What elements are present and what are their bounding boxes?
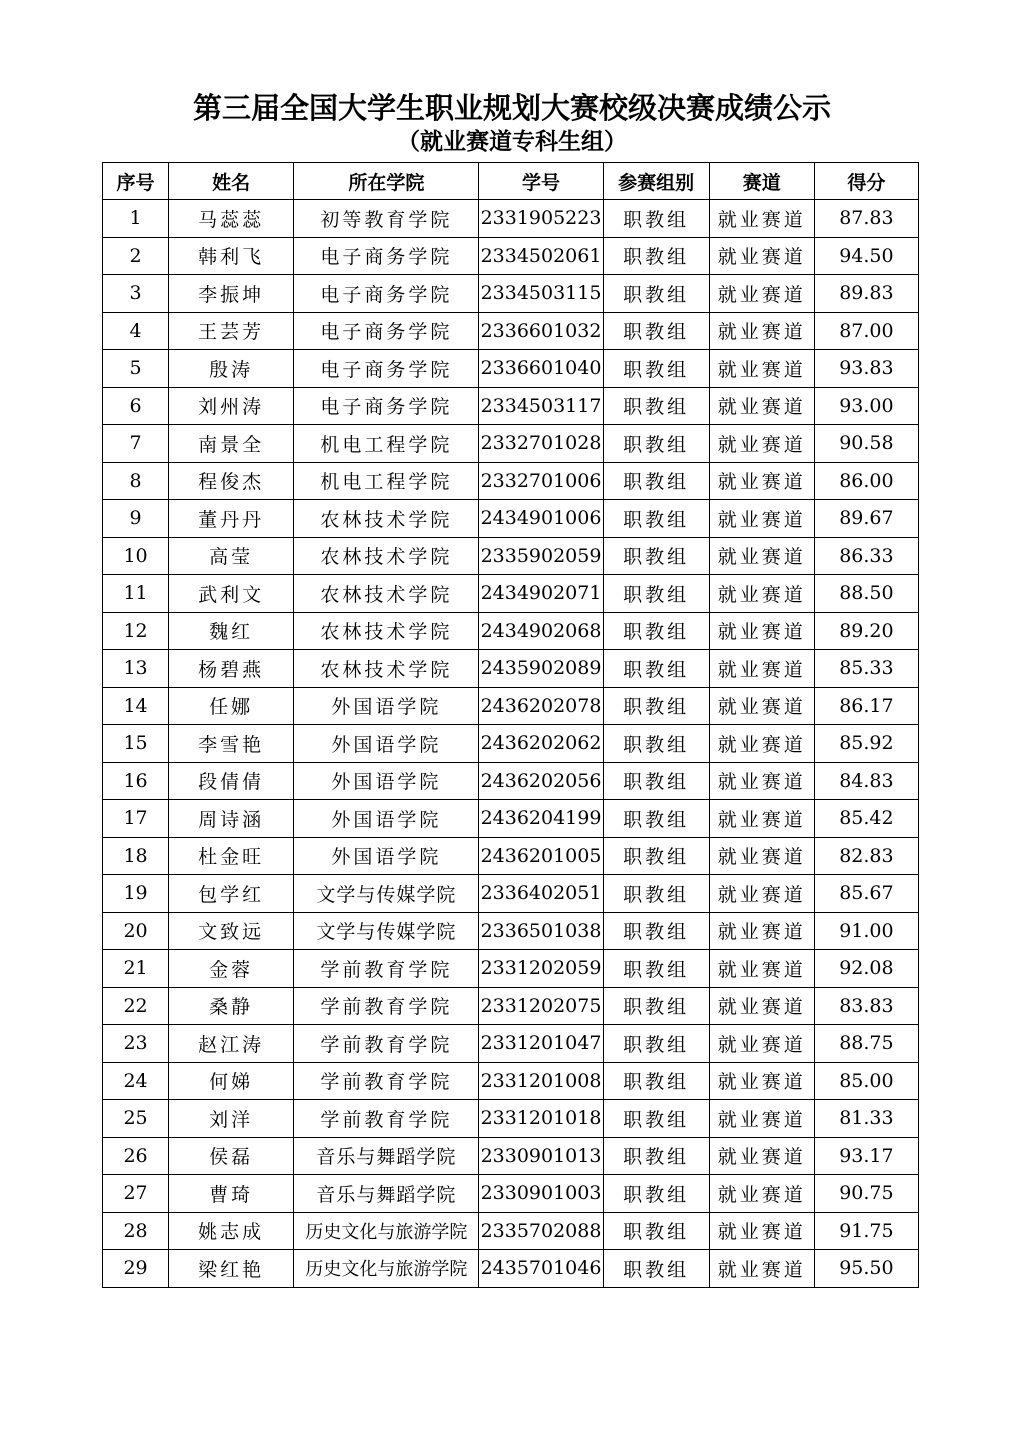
table-row [103,837,919,875]
table-body [103,200,919,1288]
cell-track: 就业赛道 [709,200,814,238]
table-row [103,1100,919,1138]
table-row [103,200,919,238]
results-table [102,162,919,1288]
cell-name: 姚志成 [169,1212,294,1250]
cell-group: 职教组 [603,950,709,988]
table-row [103,425,919,463]
cell-student-id: 2331905223 [479,200,603,238]
cell-college: 电子商务学院 [294,387,479,425]
cell-index: 2 [103,237,169,275]
cell-student-id: 2436202078 [479,687,603,725]
cell-college: 农林技术学院 [294,500,479,538]
cell-score: 89.83 [814,275,918,313]
cell-score: 83.83 [814,987,918,1025]
cell-group: 职教组 [603,762,709,800]
cell-score: 85.42 [814,800,918,838]
header-group: 参赛组别 [603,163,709,200]
cell-score: 90.58 [814,425,918,463]
cell-index: 23 [103,1025,169,1063]
table-row [103,312,919,350]
cell-student-id: 2436202056 [479,762,603,800]
cell-college: 音乐与舞蹈学院 [294,1137,479,1175]
cell-index: 18 [103,837,169,875]
header-track: 赛道 [709,163,814,200]
cell-college: 电子商务学院 [294,275,479,313]
cell-track: 就业赛道 [709,725,814,763]
cell-index: 16 [103,762,169,800]
table-row [103,950,919,988]
cell-score: 91.75 [814,1212,918,1250]
cell-track: 就业赛道 [709,1137,814,1175]
cell-group: 职教组 [603,1250,709,1288]
header-college: 所在学院 [294,163,479,200]
cell-score: 86.17 [814,687,918,725]
cell-name: 文致远 [169,912,294,950]
table-row [103,1250,919,1288]
cell-college: 文学与传媒学院 [294,875,479,913]
cell-college: 机电工程学院 [294,462,479,500]
cell-index: 12 [103,612,169,650]
cell-group: 职教组 [603,875,709,913]
cell-student-id: 2335902059 [479,537,603,575]
cell-score: 92.08 [814,950,918,988]
cell-student-id: 2334502061 [479,237,603,275]
cell-score: 93.00 [814,387,918,425]
table-row [103,987,919,1025]
cell-group: 职教组 [603,462,709,500]
table-row [103,612,919,650]
cell-name: 桑静 [169,987,294,1025]
cell-student-id: 2436201005 [479,837,603,875]
cell-score: 85.33 [814,650,918,688]
cell-group: 职教组 [603,200,709,238]
cell-track: 就业赛道 [709,425,814,463]
cell-group: 职教组 [603,237,709,275]
cell-score: 87.83 [814,200,918,238]
table-row [103,1175,919,1213]
cell-score: 85.00 [814,1062,918,1100]
page-subtitle: （就业赛道专科生组） [397,128,627,155]
cell-student-id: 2334503115 [479,275,603,313]
cell-track: 就业赛道 [709,312,814,350]
cell-index: 19 [103,875,169,913]
table-row [103,387,919,425]
cell-student-id: 2332701006 [479,462,603,500]
cell-track: 就业赛道 [709,800,814,838]
table-row [103,500,919,538]
cell-score: 89.67 [814,500,918,538]
cell-name: 马蕊蕊 [169,200,294,238]
cell-student-id: 2331201008 [479,1062,603,1100]
cell-student-id: 2332701028 [479,425,603,463]
page-title: 第三届全国大学生职业规划大赛校级决赛成绩公示 [192,91,831,125]
cell-group: 职教组 [603,650,709,688]
cell-group: 职教组 [603,1062,709,1100]
cell-name: 任娜 [169,687,294,725]
cell-track: 就业赛道 [709,950,814,988]
cell-index: 3 [103,275,169,313]
cell-track: 就业赛道 [709,1212,814,1250]
cell-group: 职教组 [603,987,709,1025]
cell-student-id: 2434902071 [479,575,603,613]
cell-student-id: 2435701046 [479,1250,603,1288]
cell-college: 历史文化与旅游学院 [294,1250,479,1288]
cell-college: 电子商务学院 [294,237,479,275]
cell-group: 职教组 [603,387,709,425]
table-row [103,875,919,913]
cell-index: 9 [103,500,169,538]
cell-college: 农林技术学院 [294,650,479,688]
cell-track: 就业赛道 [709,612,814,650]
cell-group: 职教组 [603,537,709,575]
cell-college: 外国语学院 [294,725,479,763]
cell-student-id: 2334503117 [479,387,603,425]
cell-index: 22 [103,987,169,1025]
cell-index: 5 [103,350,169,388]
cell-college: 外国语学院 [294,762,479,800]
cell-college: 历史文化与旅游学院 [294,1212,479,1250]
cell-score: 89.20 [814,612,918,650]
table-row [103,1025,919,1063]
cell-name: 南景全 [169,425,294,463]
cell-index: 27 [103,1175,169,1213]
cell-group: 职教组 [603,275,709,313]
cell-name: 周诗涵 [169,800,294,838]
cell-index: 13 [103,650,169,688]
table-row [103,1137,919,1175]
cell-name: 刘州涛 [169,387,294,425]
table-row [103,912,919,950]
cell-track: 就业赛道 [709,1062,814,1100]
cell-student-id: 2331201047 [479,1025,603,1063]
cell-name: 高莹 [169,537,294,575]
cell-student-id: 2434901006 [479,500,603,538]
cell-college: 学前教育学院 [294,950,479,988]
cell-student-id: 2436202062 [479,725,603,763]
cell-college: 外国语学院 [294,687,479,725]
table-row [103,762,919,800]
cell-student-id: 2330901013 [479,1137,603,1175]
cell-student-id: 2434902068 [479,612,603,650]
cell-index: 25 [103,1100,169,1138]
cell-track: 就业赛道 [709,350,814,388]
cell-college: 农林技术学院 [294,537,479,575]
cell-track: 就业赛道 [709,837,814,875]
cell-college: 初等教育学院 [294,200,479,238]
header-index: 序号 [103,163,169,200]
cell-group: 职教组 [603,425,709,463]
table-row [103,650,919,688]
cell-index: 4 [103,312,169,350]
cell-score: 95.50 [814,1250,918,1288]
cell-index: 1 [103,200,169,238]
cell-student-id: 2336501038 [479,912,603,950]
cell-college: 电子商务学院 [294,312,479,350]
cell-college: 外国语学院 [294,837,479,875]
cell-group: 职教组 [603,800,709,838]
cell-score: 93.17 [814,1137,918,1175]
cell-track: 就业赛道 [709,575,814,613]
cell-score: 85.67 [814,875,918,913]
cell-college: 学前教育学院 [294,1062,479,1100]
cell-name: 侯磊 [169,1137,294,1175]
table-row [103,1062,919,1100]
cell-group: 职教组 [603,837,709,875]
cell-college: 文学与传媒学院 [294,912,479,950]
cell-track: 就业赛道 [709,237,814,275]
cell-student-id: 2436204199 [479,800,603,838]
cell-index: 15 [103,725,169,763]
cell-group: 职教组 [603,912,709,950]
cell-group: 职教组 [603,1175,709,1213]
table-header-row [103,163,919,200]
cell-student-id: 2336402051 [479,875,603,913]
cell-track: 就业赛道 [709,762,814,800]
cell-student-id: 2336601040 [479,350,603,388]
cell-track: 就业赛道 [709,875,814,913]
cell-index: 24 [103,1062,169,1100]
cell-score: 90.75 [814,1175,918,1213]
cell-name: 金蓉 [169,950,294,988]
cell-group: 职教组 [603,350,709,388]
table-row [103,537,919,575]
cell-group: 职教组 [603,1025,709,1063]
cell-score: 88.75 [814,1025,918,1063]
cell-college: 机电工程学院 [294,425,479,463]
cell-score: 88.50 [814,575,918,613]
cell-track: 就业赛道 [709,1025,814,1063]
cell-score: 81.33 [814,1100,918,1138]
cell-student-id: 2335702088 [479,1212,603,1250]
cell-track: 就业赛道 [709,1175,814,1213]
table-row [103,725,919,763]
cell-index: 7 [103,425,169,463]
cell-name: 刘洋 [169,1100,294,1138]
cell-group: 职教组 [603,1212,709,1250]
table-row [103,237,919,275]
cell-student-id: 2331201018 [479,1100,603,1138]
cell-score: 91.00 [814,912,918,950]
cell-score: 84.83 [814,762,918,800]
cell-index: 17 [103,800,169,838]
cell-track: 就业赛道 [709,650,814,688]
cell-track: 就业赛道 [709,462,814,500]
cell-college: 学前教育学院 [294,1100,479,1138]
cell-group: 职教组 [603,612,709,650]
cell-track: 就业赛道 [709,687,814,725]
cell-track: 就业赛道 [709,1100,814,1138]
table-row [103,687,919,725]
header-name: 姓名 [169,163,294,200]
cell-index: 8 [103,462,169,500]
cell-student-id: 2331202059 [479,950,603,988]
cell-index: 20 [103,912,169,950]
table-row [103,275,919,313]
cell-score: 93.83 [814,350,918,388]
cell-group: 职教组 [603,500,709,538]
cell-group: 职教组 [603,1137,709,1175]
cell-group: 职教组 [603,312,709,350]
cell-index: 14 [103,687,169,725]
cell-track: 就业赛道 [709,537,814,575]
cell-track: 就业赛道 [709,387,814,425]
cell-name: 杜金旺 [169,837,294,875]
cell-name: 韩利飞 [169,237,294,275]
cell-college: 农林技术学院 [294,612,479,650]
cell-name: 李雪艳 [169,725,294,763]
cell-name: 王芸芳 [169,312,294,350]
cell-index: 10 [103,537,169,575]
cell-name: 董丹丹 [169,500,294,538]
header-student-id: 学号 [479,163,603,200]
cell-score: 86.00 [814,462,918,500]
cell-name: 段倩倩 [169,762,294,800]
cell-name: 殷涛 [169,350,294,388]
cell-college: 音乐与舞蹈学院 [294,1175,479,1213]
cell-name: 何娣 [169,1062,294,1100]
cell-name: 李振坤 [169,275,294,313]
cell-student-id: 2435902089 [479,650,603,688]
cell-track: 就业赛道 [709,500,814,538]
cell-student-id: 2331202075 [479,987,603,1025]
cell-group: 职教组 [603,575,709,613]
cell-name: 武利文 [169,575,294,613]
cell-student-id: 2336601032 [479,312,603,350]
cell-index: 21 [103,950,169,988]
table-row [103,462,919,500]
cell-score: 85.92 [814,725,918,763]
cell-score: 82.83 [814,837,918,875]
cell-score: 86.33 [814,537,918,575]
cell-name: 杨碧燕 [169,650,294,688]
table-row [103,800,919,838]
cell-name: 赵江涛 [169,1025,294,1063]
table-row [103,1212,919,1250]
cell-group: 职教组 [603,687,709,725]
cell-student-id: 2330901003 [479,1175,603,1213]
cell-index: 26 [103,1137,169,1175]
cell-college: 农林技术学院 [294,575,479,613]
cell-track: 就业赛道 [709,1250,814,1288]
cell-college: 学前教育学院 [294,1025,479,1063]
cell-college: 外国语学院 [294,800,479,838]
cell-name: 包学红 [169,875,294,913]
header-score: 得分 [814,163,918,200]
cell-track: 就业赛道 [709,912,814,950]
cell-name: 梁红艳 [169,1250,294,1288]
cell-name: 魏红 [169,612,294,650]
cell-index: 6 [103,387,169,425]
cell-track: 就业赛道 [709,987,814,1025]
cell-college: 电子商务学院 [294,350,479,388]
cell-score: 87.00 [814,312,918,350]
cell-college: 学前教育学院 [294,987,479,1025]
cell-index: 28 [103,1212,169,1250]
cell-name: 曹琦 [169,1175,294,1213]
table-row [103,575,919,613]
table-row [103,350,919,388]
cell-name: 程俊杰 [169,462,294,500]
cell-group: 职教组 [603,1100,709,1138]
cell-index: 11 [103,575,169,613]
cell-track: 就业赛道 [709,275,814,313]
cell-score: 94.50 [814,237,918,275]
cell-group: 职教组 [603,725,709,763]
cell-index: 29 [103,1250,169,1288]
